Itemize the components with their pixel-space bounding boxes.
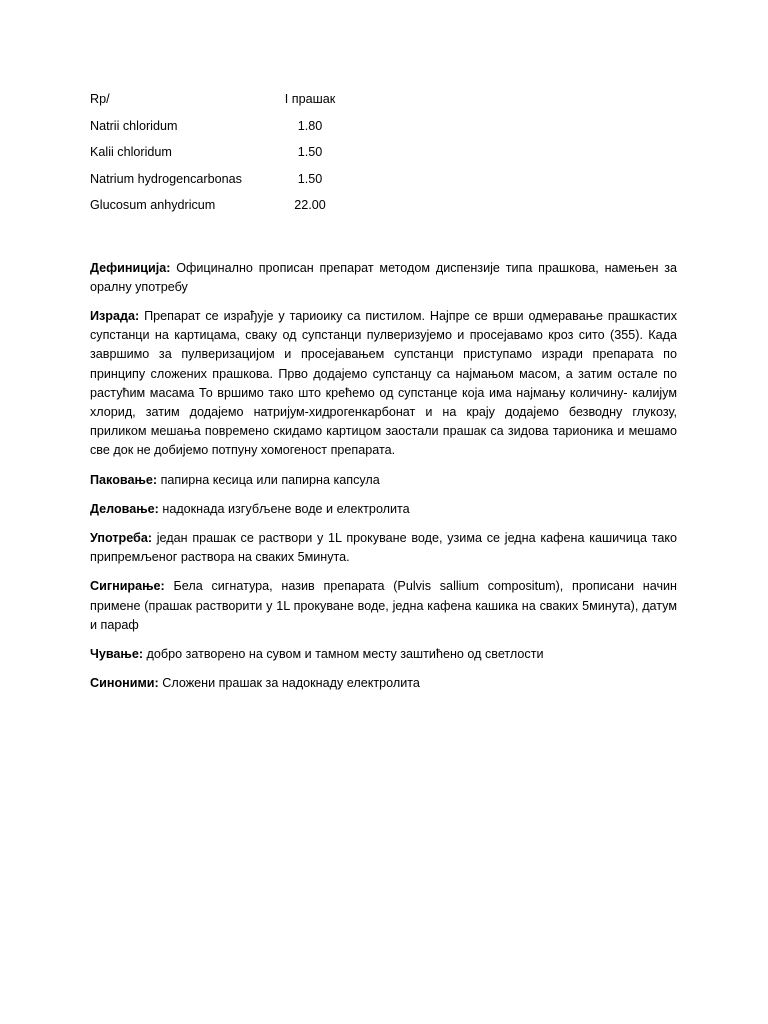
ingredient-qty: 22.00 (294, 198, 326, 212)
section-label: Паковање: (90, 472, 158, 487)
section-signature (90, 577, 677, 635)
section-text: надокнада изгубљене воде и електролита (158, 501, 410, 516)
section-label: Чување: (90, 646, 144, 661)
ingredient-name: Glucosum anhydricum (90, 198, 216, 212)
section-text: Бела сигнатура, назив препарата (Pulvis sallium compositum), прописани начин примене (прашак растворити у 1L прокуване воде, једна кафена кашика на сваких 5минута), датум и параф (90, 579, 677, 632)
ingredient-qty: 1.50 (297, 171, 323, 186)
ingredient-name: Natrii chloridum (90, 118, 178, 133)
section-label: Деловање: (90, 501, 159, 516)
ingredient-name: Kalii chloridum (90, 145, 172, 159)
ingredient-qty: 1.80 (297, 118, 323, 133)
prescription-table (90, 92, 390, 225)
ingredient-qty: 1.50 (297, 145, 323, 159)
section-label: Сигнирање: (90, 579, 165, 594)
section-text: добро затворено на сувом и тамном месту заштићено од светлости (143, 646, 544, 661)
section-label: Израда: (90, 308, 140, 323)
section-label: Употреба: (90, 530, 153, 545)
section-label: Дефиниција: (90, 260, 171, 275)
section-label: Синоними: (90, 676, 159, 691)
dose-label: I прашак (284, 92, 336, 106)
section-text: Официнално прописан препарат методом диспензије типа прашкова, намењен за оралну употребу (90, 260, 677, 294)
section-synonyms (90, 674, 677, 693)
document-page (90, 92, 677, 703)
section-action (90, 500, 677, 519)
ingredient-row (90, 119, 390, 146)
rp-label: Rp/ (90, 92, 110, 106)
section-text: Препарат се израђује у тариоику са пистилом. Најпре се врши одмеравање прашкастих супстанци на картицама, сваку од супстанци пулверизујемо и просејавамо кроз сито (355). Када завршимо за пулверизацијом и просејавањем супстанци приступамо изради препарата по принципу сложених прашкова. Прво додајемо супстанцу са најмањом масом, а затим остале по растућим масама То вршимо тако што крећемо од супстанце која има најмању количину- калијум хлорид, затим додајемо натријум-хидрогенкарбонат и на крају додајемо безводну глукозу, приликом мешања повремено скидамо картицом заостали прашак са зидова тарионика и мешамо све док не добијемо потпуну хомогеност препарата. (90, 308, 677, 458)
ingredient-row (90, 198, 390, 225)
section-storage (90, 645, 677, 664)
section-preparation (90, 307, 677, 461)
section-packaging (90, 471, 677, 490)
section-text: Сложени прашак за надокнаду електролита (158, 676, 420, 691)
ingredient-row (90, 145, 390, 172)
ingredient-row (90, 172, 390, 199)
section-usage (90, 529, 677, 567)
section-definition (90, 259, 677, 297)
section-text: један прашак се раствори у 1L прокуване воде, узима се једна кафена кашичица тако припремљеног раствора на сваких 5минута. (90, 530, 677, 565)
section-text: папирна кесица или папирна капсула (157, 472, 380, 487)
prescription-header (90, 92, 390, 119)
ingredient-name: Natrium hydrogencarbonas (90, 171, 242, 186)
